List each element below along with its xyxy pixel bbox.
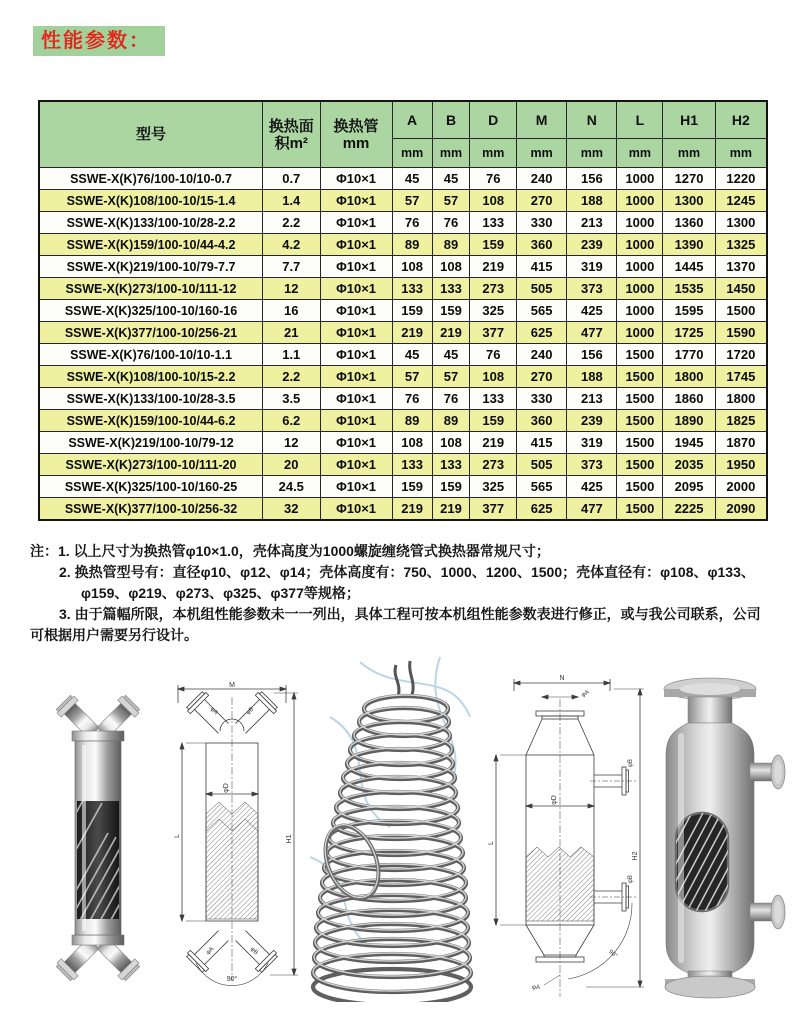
dim-label-m: M (229, 682, 235, 689)
value-cell: 270 (517, 366, 567, 388)
photo-exchanger-x (38, 683, 158, 993)
col-header-area (263, 101, 321, 168)
col-header-unit: mm (567, 139, 617, 168)
neck (688, 697, 732, 723)
model-cell: SSWE-X(K)133/100-10/28-3.5 (39, 388, 263, 410)
value-cell: 45 (432, 168, 470, 190)
table-row (39, 344, 767, 366)
value-cell: 1000 (617, 190, 663, 212)
spec-table (38, 100, 768, 521)
value-cell: 1500 (617, 388, 663, 410)
value-cell: 1500 (715, 300, 767, 322)
area-label-line2: 积m² (274, 134, 308, 152)
value-cell: 373 (567, 278, 617, 300)
top-right-nozzle (231, 690, 278, 737)
value-cell: 1360 (663, 212, 715, 234)
value-cell: 159 (432, 300, 470, 322)
value-cell: 330 (517, 388, 567, 410)
table-body (39, 168, 767, 521)
table-row (39, 256, 767, 278)
col-header-model: 型号 (39, 101, 263, 168)
col-header-unit: mm (663, 139, 715, 168)
value-cell: 325 (470, 476, 517, 498)
angle-label: 90° (226, 976, 238, 983)
tube-label-line1: 换热管 (333, 117, 379, 135)
value-cell: 156 (567, 168, 617, 190)
col-header-unit: mm (617, 139, 663, 168)
value-cell: 108 (470, 366, 517, 388)
value-cell: Φ10×1 (320, 278, 392, 300)
value-cell: 76 (432, 388, 470, 410)
value-cell: Φ10×1 (320, 432, 392, 454)
value-cell: 7.7 (263, 256, 321, 278)
value-cell: 1325 (715, 234, 767, 256)
model-cell: SSWE-X(K)377/100-10/256-32 (39, 498, 263, 521)
value-cell: 1500 (617, 344, 663, 366)
value-cell: 57 (392, 190, 432, 212)
value-cell: 415 (517, 432, 567, 454)
table-row (39, 322, 767, 344)
value-cell: 57 (432, 190, 470, 212)
value-cell: Φ10×1 (320, 168, 392, 190)
value-cell: 2.2 (263, 366, 321, 388)
value-cell: 1500 (617, 432, 663, 454)
nozzle-label-phib-bottom: φB (248, 946, 259, 957)
value-cell: 188 (567, 366, 617, 388)
bottom-collar (72, 935, 124, 945)
value-cell: 76 (470, 168, 517, 190)
value-cell: 2.2 (263, 212, 321, 234)
dim-label-h1: H1 (286, 834, 293, 844)
value-cell: 1.4 (263, 190, 321, 212)
value-cell: 12 (263, 278, 321, 300)
value-cell: 270 (517, 190, 567, 212)
table-header (39, 101, 767, 168)
figures-row (0, 655, 800, 1010)
table-row (39, 212, 767, 234)
value-cell: 89 (432, 234, 470, 256)
model-cell: SSWE-X(K)219/100-10/79-12 (39, 432, 263, 454)
model-cell: SSWE-X(K)76/100-10/10-1.1 (39, 344, 263, 366)
value-cell: Φ10×1 (320, 234, 392, 256)
table-row (39, 476, 767, 498)
model-cell: SSWE-X(K)325/100-10/160-16 (39, 300, 263, 322)
table-row (39, 410, 767, 432)
value-cell: 159 (392, 300, 432, 322)
value-cell: 2090 (715, 498, 767, 521)
table-row (39, 190, 767, 212)
value-cell: 45 (432, 344, 470, 366)
table-row (39, 278, 767, 300)
lower-nozzle-label: φB (628, 875, 634, 883)
value-cell: 1450 (715, 278, 767, 300)
value-cell: 213 (567, 212, 617, 234)
value-cell: 1000 (617, 212, 663, 234)
value-cell: 1500 (617, 476, 663, 498)
value-cell: Φ10×1 (320, 256, 392, 278)
value-cell: Φ10×1 (320, 190, 392, 212)
value-cell: 240 (517, 344, 567, 366)
value-cell: 57 (392, 366, 432, 388)
col-header-h1: H1 (663, 101, 715, 139)
value-cell: 12 (263, 432, 321, 454)
model-cell: SSWE-X(K)325/100-10/160-25 (39, 476, 263, 498)
value-cell: 133 (392, 278, 432, 300)
value-cell: Φ10×1 (320, 476, 392, 498)
value-cell: 89 (392, 410, 432, 432)
value-cell: 133 (470, 212, 517, 234)
value-cell: 108 (392, 432, 432, 454)
model-cell: SSWE-X(K)159/100-10/44-4.2 (39, 234, 263, 256)
model-cell: SSWE-X(K)273/100-10/111-12 (39, 278, 263, 300)
value-cell: Φ10×1 (320, 344, 392, 366)
col-header-a: A (392, 101, 432, 139)
value-cell: 1.1 (263, 344, 321, 366)
table-row (39, 454, 767, 476)
value-cell: 273 (470, 278, 517, 300)
drawing-front-view (162, 679, 302, 994)
value-cell: 1245 (715, 190, 767, 212)
top-collar (72, 731, 124, 741)
value-cell: 425 (567, 476, 617, 498)
coil-pigtails (395, 661, 413, 697)
table-row (39, 234, 767, 256)
dim-label-phid: φD (551, 795, 558, 805)
value-cell: 1800 (715, 388, 767, 410)
value-cell: 425 (567, 300, 617, 322)
value-cell: 330 (517, 212, 567, 234)
value-cell: Φ10×1 (320, 300, 392, 322)
value-cell: 76 (392, 212, 432, 234)
value-cell: 477 (567, 322, 617, 344)
value-cell: 1890 (663, 410, 715, 432)
value-cell: 76 (470, 344, 517, 366)
upper-side-nozzle (750, 755, 785, 789)
value-cell: 1220 (715, 168, 767, 190)
value-cell: 1945 (663, 432, 715, 454)
value-cell: 1825 (715, 410, 767, 432)
note-line: φ159、φ219、φ273、φ325、φ377等规格； (81, 585, 360, 601)
value-cell: 1300 (715, 212, 767, 234)
value-cell: 1500 (617, 410, 663, 432)
model-cell: SSWE-X(K)108/100-10/15-1.4 (39, 190, 263, 212)
model-cell: SSWE-X(K)133/100-10/28-2.2 (39, 212, 263, 234)
value-cell: 24.5 (263, 476, 321, 498)
value-cell: 1535 (663, 278, 715, 300)
value-cell: 89 (392, 234, 432, 256)
value-cell: 108 (392, 256, 432, 278)
table-row (39, 388, 767, 410)
value-cell: Φ10×1 (320, 454, 392, 476)
value-cell: 219 (470, 432, 517, 454)
value-cell: 219 (392, 322, 432, 344)
coil-bundle (526, 847, 594, 921)
value-cell: Φ10×1 (320, 498, 392, 521)
table-row (39, 168, 767, 190)
value-cell: 21 (263, 322, 321, 344)
angle-label: 90° (607, 949, 619, 960)
value-cell: 505 (517, 454, 567, 476)
value-cell: 45 (392, 344, 432, 366)
value-cell: Φ10×1 (320, 322, 392, 344)
page-title: 性能参数： (33, 26, 165, 56)
value-cell: 1745 (715, 366, 767, 388)
top-left-nozzle (185, 690, 232, 737)
value-cell: 1000 (617, 278, 663, 300)
dim-label-n: N (559, 675, 565, 682)
value-cell: 1595 (663, 300, 715, 322)
value-cell: 219 (432, 498, 470, 521)
dim-label-l: L (488, 841, 495, 845)
upper-side-nozzle (590, 767, 638, 795)
value-cell: 240 (517, 168, 567, 190)
value-cell: 1720 (715, 344, 767, 366)
bottom-nozzle-label: φA (532, 985, 540, 991)
value-cell: 1270 (663, 168, 715, 190)
lower-side-nozzle (750, 895, 785, 929)
value-cell: 133 (470, 388, 517, 410)
value-cell: 2225 (663, 498, 715, 521)
value-cell: 1390 (663, 234, 715, 256)
value-cell: 1000 (617, 322, 663, 344)
model-cell: SSWE-X(K)219/100-10/79-7.7 (39, 256, 263, 278)
value-cell: 108 (470, 190, 517, 212)
value-cell: 219 (392, 498, 432, 521)
value-cell: 76 (392, 388, 432, 410)
col-header-b: B (432, 101, 470, 139)
value-cell: 133 (432, 278, 470, 300)
value-cell: 45 (392, 168, 432, 190)
value-cell: 20 (263, 454, 321, 476)
value-cell: 156 (567, 344, 617, 366)
notes-block (30, 541, 782, 646)
value-cell: 89 (432, 410, 470, 432)
value-cell: 1725 (663, 322, 715, 344)
model-cell: SSWE-X(K)76/100-10/10-0.7 (39, 168, 263, 190)
table-row (39, 432, 767, 454)
dim-label-l: L (174, 834, 181, 838)
table-row (39, 300, 767, 322)
lower-side-nozzle (590, 883, 638, 911)
value-cell: 625 (517, 322, 567, 344)
col-header-n: N (567, 101, 617, 139)
col-header-h2: H2 (715, 101, 767, 139)
value-cell: 2095 (663, 476, 715, 498)
tube-label-line2: mm (342, 134, 370, 152)
value-cell: Φ10×1 (320, 366, 392, 388)
value-cell: 133 (392, 454, 432, 476)
model-cell: SSWE-X(K)273/100-10/111-20 (39, 454, 263, 476)
nozzle-label-phia-top: φA (208, 706, 219, 717)
dim-label-h2: H2 (632, 851, 639, 861)
value-cell: 373 (567, 454, 617, 476)
value-cell: 2000 (715, 476, 767, 498)
upper-nozzle-label: φB (628, 759, 634, 767)
dim-label-phid: φD (223, 783, 230, 793)
value-cell: 1500 (617, 498, 663, 521)
value-cell: 159 (392, 476, 432, 498)
value-cell: 1800 (663, 366, 715, 388)
value-cell: 32 (263, 498, 321, 521)
col-header-unit: mm (715, 139, 767, 168)
value-cell: 1000 (617, 256, 663, 278)
value-cell: 1590 (715, 322, 767, 344)
value-cell: 108 (432, 256, 470, 278)
value-cell: 1500 (617, 454, 663, 476)
value-cell: 1950 (715, 454, 767, 476)
value-cell: 57 (432, 366, 470, 388)
value-cell: 1000 (617, 168, 663, 190)
value-cell: 219 (470, 256, 517, 278)
value-cell: 3.5 (263, 388, 321, 410)
value-cell: 1300 (663, 190, 715, 212)
value-cell: 325 (470, 300, 517, 322)
value-cell: 1860 (663, 388, 715, 410)
value-cell: 16 (263, 300, 321, 322)
value-cell: 4.2 (263, 234, 321, 256)
value-cell: 1500 (617, 366, 663, 388)
value-cell: 1870 (715, 432, 767, 454)
col-header-tube (320, 101, 392, 168)
value-cell: 1445 (663, 256, 715, 278)
value-cell: 1000 (617, 234, 663, 256)
value-cell: Φ10×1 (320, 410, 392, 432)
value-cell: 76 (432, 212, 470, 234)
value-cell: 159 (432, 476, 470, 498)
value-cell: 159 (470, 410, 517, 432)
col-header-unit: mm (517, 139, 567, 168)
value-cell: 1370 (715, 256, 767, 278)
value-cell: 1770 (663, 344, 715, 366)
value-cell: 188 (567, 190, 617, 212)
value-cell: 133 (432, 454, 470, 476)
table-row (39, 498, 767, 521)
value-cell: 219 (432, 322, 470, 344)
note-line: 可根据用户需要另行设计。 (30, 627, 198, 643)
value-cell: 159 (470, 234, 517, 256)
value-cell: 2035 (663, 454, 715, 476)
value-cell: 505 (517, 278, 567, 300)
model-cell: SSWE-X(K)377/100-10/256-21 (39, 322, 263, 344)
value-cell: 1000 (617, 300, 663, 322)
value-cell: 108 (432, 432, 470, 454)
value-cell: 565 (517, 476, 567, 498)
note-line: 2. 换热管型号有：直径φ10、φ12、φ14；壳体高度有：750、1000、1200、1500；壳体直径有：φ108、φ133、 (59, 564, 755, 580)
value-cell: 319 (567, 432, 617, 454)
value-cell: 0.7 (263, 168, 321, 190)
value-cell: 377 (470, 498, 517, 521)
photo-vessel (650, 673, 788, 1003)
top-nozzle-label: φA (580, 689, 591, 699)
col-header-d: D (470, 101, 517, 139)
highlight (82, 745, 86, 931)
col-header-unit: mm (432, 139, 470, 168)
bottom-flange (665, 976, 755, 998)
model-cell: SSWE-X(K)159/100-10/44-6.2 (39, 410, 263, 432)
highlight (678, 733, 684, 963)
coil-bundle (206, 802, 258, 919)
value-cell: 360 (517, 234, 567, 256)
value-cell: 565 (517, 300, 567, 322)
photo-coil-bundle (300, 657, 478, 1002)
coil-loops (313, 695, 471, 1002)
value-cell: 239 (567, 410, 617, 432)
nozzle-label-phia-bottom: φA (205, 946, 216, 957)
value-cell: 625 (517, 498, 567, 521)
value-cell: 415 (517, 256, 567, 278)
col-header-m: M (517, 101, 567, 139)
nozzle-label-phib-top: φB (245, 706, 256, 717)
drawing-side-view (480, 671, 652, 1001)
area-label-line1: 换热面 (268, 117, 314, 135)
col-header-unit: mm (392, 139, 432, 168)
note-line: 3. 由于篇幅所限，本机组性能参数未一一列出，具体工程可按本机组性能参数表进行修正，或与我公司联系，公司 (59, 606, 761, 622)
value-cell: 213 (567, 388, 617, 410)
value-cell: 477 (567, 498, 617, 521)
value-cell: 239 (567, 234, 617, 256)
col-header-unit: mm (470, 139, 517, 168)
model-cell: SSWE-X(K)108/100-10/15-2.2 (39, 366, 263, 388)
value-cell: Φ10×1 (320, 212, 392, 234)
top-flange-face (680, 683, 740, 695)
value-cell: 377 (470, 322, 517, 344)
value-cell: Φ10×1 (320, 388, 392, 410)
table-row (39, 366, 767, 388)
value-cell: 6.2 (263, 410, 321, 432)
value-cell: 360 (517, 410, 567, 432)
value-cell: 273 (470, 454, 517, 476)
note-line: 注：1. 以上尺寸为换热管φ10×1.0，壳体高度为1000螺旋缠绕管式换热器常规尺寸； (30, 543, 550, 559)
value-cell: 319 (567, 256, 617, 278)
col-header-l: L (617, 101, 663, 139)
